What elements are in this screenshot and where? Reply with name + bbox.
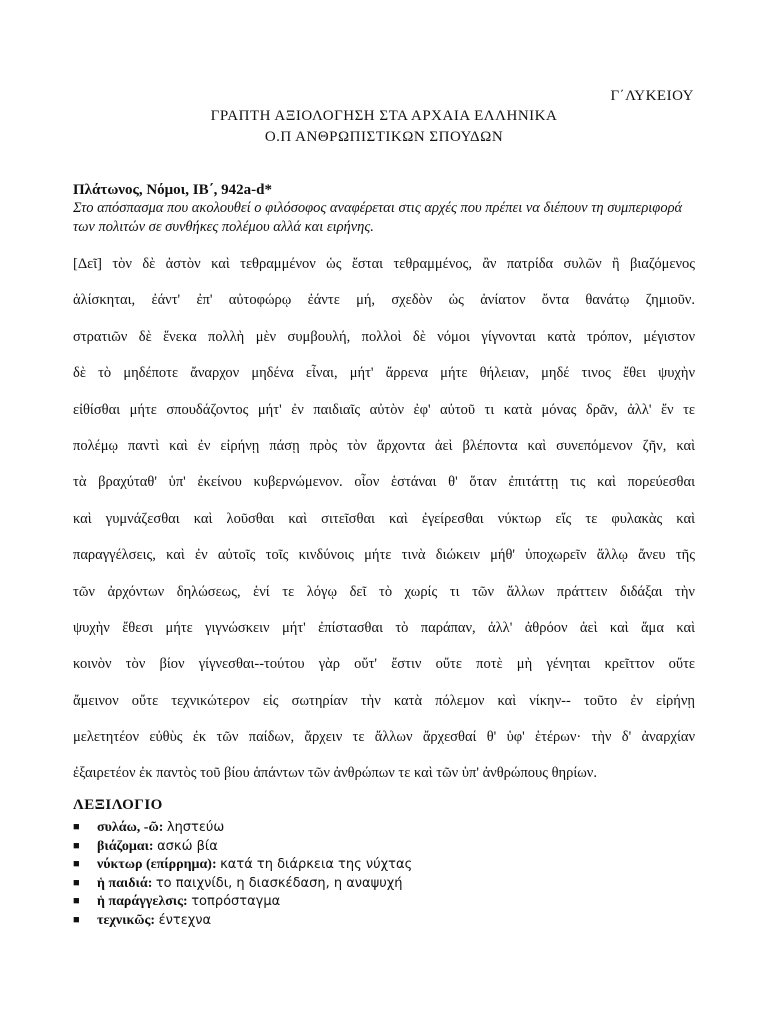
glossary-item (73, 837, 673, 856)
glossary-definition: ασκώ βία (157, 838, 218, 854)
text-line: κοινὸν τὸν βίον γίγνεσθαι--τούτου γὰρ οὔτ' ἔστιν οὔτε ποτὲ μὴ γένηται κρεῖττον οὔτε (73, 656, 695, 673)
square-bullet-icon: ■ (73, 895, 80, 907)
glossary-definition: ληστεύω (166, 820, 225, 835)
glossary-item (73, 874, 673, 893)
ancient-greek-text (73, 252, 695, 798)
square-bullet-icon: ■ (73, 858, 80, 870)
square-bullet-icon: ■ (73, 913, 80, 926)
grade-label: Γ΄ΛΥΚΕΙΟΥ (610, 88, 694, 104)
text-line: ἐξαιρετέον ἐκ παντὸς τοῦ βίου ἁπάντων τῶν ἀνθρώπων τε καὶ τῶν ὑπ' ἀνθρώπους θηρίων. (73, 765, 597, 782)
text-line: στρατιῶν δὲ ἕνεκα πολλὴ μὲν συμβουλή, πολλοὶ δὲ νόμοι γίγνονται κατὰ τρόπον, μέγιστον (73, 328, 695, 345)
text-line: δὲ τὸ μηδέποτε ἄναρχον μηδένα εἶναι, μήτ' ἄρρενα μήτε θήλειαν, μηδέ τινος ἔθει ψυχὴν (73, 365, 695, 382)
glossary-item (73, 892, 673, 911)
intro-paragraph: Στο απόσπασμα που ακολουθεί ο φιλόσοφος αναφέρεται στις αρχές που πρέπει να διέπουν τη συμπεριφορά των πολιτών σε συνθήκες πολέμου αλλά και ειρήνης. (73, 200, 683, 235)
document-subtitle: Ο.Π ΑΝΘΡΩΠΙΣΤΙΚΩΝ ΣΠΟΥΔΩΝ (264, 129, 504, 145)
text-line: μελετητέον εὐθὺς ἐκ τῶν παίδων, ἄρχειν τε ἄλλων ἄρχεσθαί θ' ὑφ' ἑτέρων· τὴν δ' ἀναρχίαν (73, 729, 695, 746)
source-title: Πλάτωνος, Νόμοι, ΙΒ΄, 942a-d* (73, 182, 272, 198)
glossary-term: ἡ παράγγελσις: (97, 894, 188, 909)
glossary-definition: το παιχνίδι, η διασκέδαση, η αναψυχή (155, 875, 403, 891)
document-title: ΓΡΑΠΤΗ ΑΞΙΟΛΟΓΗΣΗ ΣΤΑ ΑΡΧΑΙΑ ΕΛΛΗΝΙΚΑ (210, 108, 558, 124)
glossary-term: νύκτωρ (επίρρημα): (97, 857, 217, 872)
glossary-item (73, 855, 673, 874)
glossary-definition: έντεχνα (158, 912, 212, 928)
glossary-item (73, 911, 673, 930)
glossary-term: τεχνικῶς: (97, 912, 156, 928)
text-line: ψυχὴν ἔθεσι μήτε γιγνώσκειν μήτ' ἐπίστασθαι τὸ παράπαν, ἀλλ' ἀθρόον ἀεὶ καὶ ἅμα καὶ (73, 619, 695, 636)
glossary-definition: κατά τη διάρκεια της νύχτας (220, 857, 413, 872)
text-line: πολέμῳ παντὶ καὶ ἐν εἰρήνῃ πάσῃ πρὸς τὸν ἄρχοντα ἀεὶ βλέποντα καὶ συνεπόμενον ζῆν, καὶ (73, 437, 695, 454)
text-line: εἰθίσθαι μήτε σπουδάζοντος μήτ' ἐν παιδιαῖς αὐτὸν ἐφ' αὐτοῦ τι κατὰ μόνας δρᾶν, ἀλλ' ἔν τε (73, 401, 695, 418)
glossary-title: ΛΕΞΙΛΟΓΙΟ (73, 797, 163, 813)
text-line: παραγγέλσεις, καὶ ἐν αὐτοῖς τοῖς κινδύνοις μήτε τινὰ διώκειν μήθ' ὑποχωρεῖν ἄλλῳ ἄνευ τῆς (73, 547, 695, 564)
text-line: καὶ γυμνάζεσθαι καὶ λοῦσθαι καὶ σιτεῖσθαι καὶ ἐγείρεσθαι νύκτωρ εἴς τε φυλακὰς καὶ (73, 510, 695, 527)
square-bullet-icon: ■ (73, 821, 80, 833)
text-line: τῶν ἀρχόντων δηλώσεως, ἑνί τε λόγῳ δεῖ τὸ χωρίς τι τῶν ἄλλων πράττειν διδάξαι τὴν (73, 583, 695, 600)
glossary-definition: τοπρόσταγμα (191, 894, 281, 909)
text-line: τὰ βραχύταθ' ὑπ' ἐκείνου κυβερνώμενον. οἷον ἑστάναι θ' ὅταν ἐπιτάττῃ τις καὶ πορεύεσθαι (73, 474, 695, 491)
glossary-term: βιάζομαι: (97, 838, 154, 854)
glossary-item (73, 818, 673, 837)
glossary-list (73, 818, 673, 929)
text-line: ἁλίσκηται, ἐάντ' ἐπ' αὐτοφώρῳ ἐάντε μή, σχεδὸν ὡς ἀνίατον ὄντα θανάτῳ ζημιοῦν. (73, 292, 695, 309)
square-bullet-icon: ■ (73, 839, 80, 852)
glossary-term: ἡ παιδιά: (97, 875, 153, 891)
glossary-term: συλάω, -ῶ: (97, 820, 164, 835)
square-bullet-icon: ■ (73, 876, 80, 889)
text-line: [Δεῖ] τὸν δὲ ἀστὸν καὶ τεθραμμένον ὡς ἔσται τεθραμμένος, ἂν πατρίδα συλῶν ἢ βιαζόμενος (73, 256, 695, 272)
text-line: ἄμεινον οὔτε τεχνικώτερον εἰς σωτηρίαν τὴν κατὰ πόλεμον καὶ νίκην-- τοῦτο ἐν εἰρήνῃ (73, 692, 695, 709)
